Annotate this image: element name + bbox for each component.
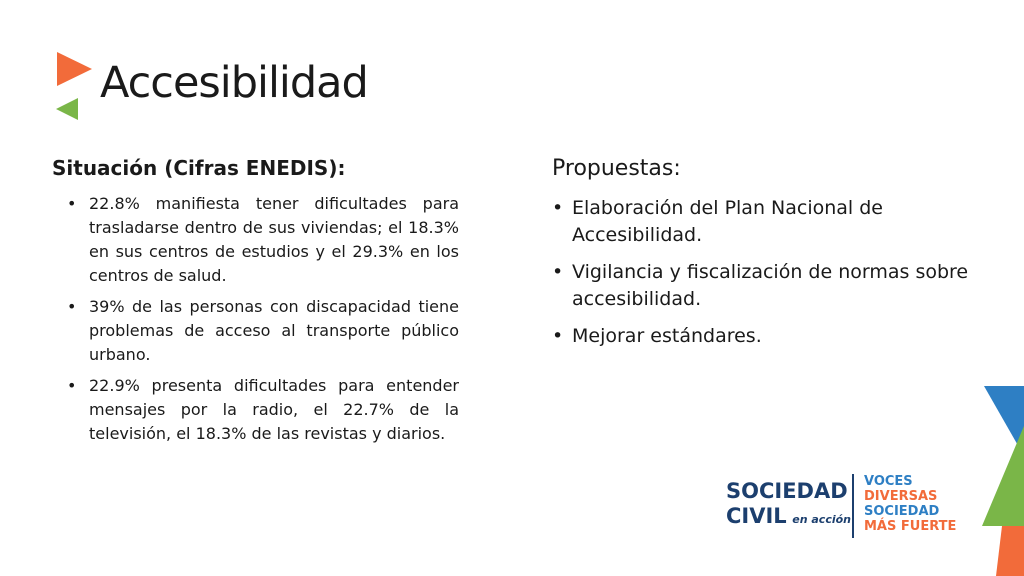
logo-tagline-line: DIVERSAS <box>864 489 938 504</box>
logo-wordmark <box>726 480 851 529</box>
logo-tagline-line: VOCES <box>864 474 913 489</box>
situation-heading: Situación (Cifras ENEDIS): <box>52 156 346 180</box>
situation-bullet: • 39% de las personas con discapacidad tiene problemas de acceso al transporte público urbano. <box>89 295 459 367</box>
orange-triangle <box>57 52 92 86</box>
corner-triangles-decoration <box>964 386 1024 576</box>
logo-divider <box>852 474 854 538</box>
situation-bullet: • 22.8% manifiesta tener dificultades para trasladarse dentro de sus viviendas; el 18.3% en sus centros de estudios y el 29.3% en los centros de salud. <box>89 192 459 288</box>
proposal-bullet: • Vigilancia y fiscalización de normas sobre accesibilidad. <box>572 259 972 313</box>
sociedad-civil-logo <box>726 470 966 538</box>
proposals-heading: Propuestas: <box>552 156 681 181</box>
deco-green-triangle <box>982 426 1024 526</box>
proposal-bullet: • Elaboración del Plan Nacional de Accesibilidad. <box>572 195 972 249</box>
situation-list <box>52 192 482 446</box>
slide-title: Accesibilidad <box>100 58 368 108</box>
logo-line-civil: CIVIL <box>726 504 787 528</box>
proposal-bullet: • Mejorar estándares. <box>572 323 972 350</box>
logo-tagline <box>864 474 956 534</box>
proposals-column <box>552 156 972 360</box>
logo-en-accion: en acción <box>792 513 852 526</box>
logo-tagline-line: SOCIEDAD <box>864 504 940 519</box>
deco-orange-triangle <box>996 526 1024 576</box>
title-triangles-icon <box>52 52 102 124</box>
situation-column <box>52 156 482 453</box>
logo-tagline-line: MÁS FUERTE <box>864 519 957 534</box>
situation-bullet: • 22.9% presenta dificultades para entender mensajes por la radio, el 22.7% de la televisión, el 18.3% de las revistas y diarios. <box>89 374 459 446</box>
proposals-list <box>552 195 972 350</box>
green-triangle <box>56 98 78 120</box>
logo-line-sociedad: SOCIEDAD <box>726 479 848 503</box>
